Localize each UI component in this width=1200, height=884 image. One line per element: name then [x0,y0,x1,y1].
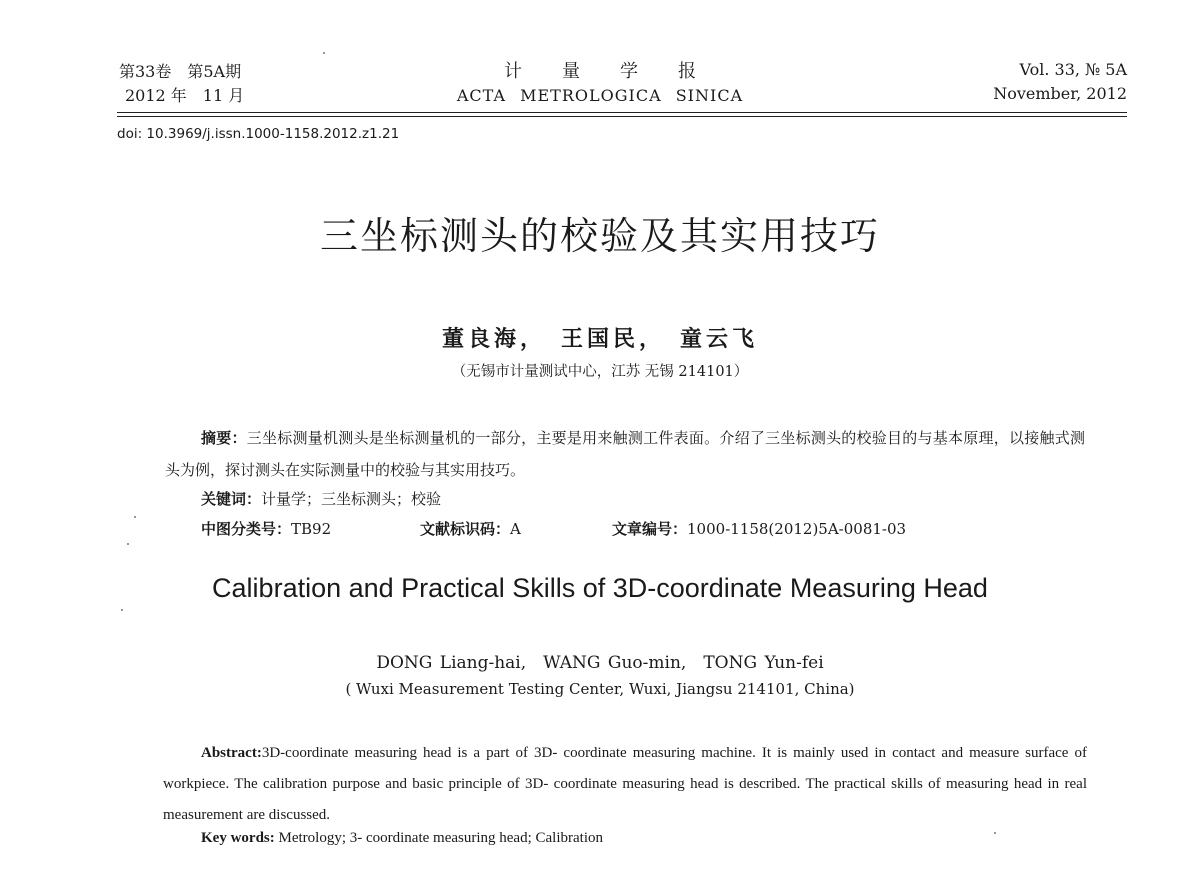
title-cn: 三坐标测头的校验及其实用技巧 [319,214,880,258]
keywords-cn [201,488,441,509]
affiliation-en: ( Wuxi Measurement Testing Center, Wuxi, Jiangsu 214101, China) [345,680,855,698]
header-rule-thick [117,112,1127,113]
doi: doi: 10.3969/j.issn.1000-1158.2012.z1.21 [117,126,400,142]
abstract-cn [165,422,1085,486]
clc-code: 中图分类号：TB92 [201,520,332,538]
affiliation-cn: （无锡市计量测试中心，江苏 无锡 214101） [451,364,749,380]
authors-cn: 董良海， 王国民， 童云飞 [441,326,758,352]
title-en: Calibration and Practical Skills of 3D-coordinate Measuring Head [212,573,988,603]
keywords-en-label: Key words: [201,830,275,846]
volume-en: Vol. 33, № 5A [1019,60,1127,79]
date-en: November, 2012 [993,84,1127,103]
scan-speck [134,516,136,518]
date-cn: 2012 年 11 月 [125,86,245,105]
scan-speck [994,832,996,834]
header-rule-thin [117,116,1127,117]
scan-speck [323,52,325,54]
journal-name-en: ACTA METROLOGICA SINICA [456,86,744,105]
scan-speck [127,543,129,545]
keywords-en-text: Metrology; 3- coordinate measuring head; Calibration [278,830,603,846]
journal-name-cn: 计量学报 [504,61,736,82]
keywords-cn-text: 计量学；三坐标测头；校验 [261,490,442,508]
keywords-en [201,830,603,847]
abstract-en-label: Abstract: [201,745,262,761]
abstract-en-text: 3D-coordinate measuring head is a part of 3D- coordinate measuring machine. It is mainly used in contact and measure surface of workpiece. The calibration purpose and basic principle of 3D- coordinate measuring head is described. The practical skills of measuring head in real measurement are discussed. [163,745,1087,823]
document-code: 文献标识码：A [420,520,521,538]
abstract-cn-label: 摘要： [201,429,247,447]
authors-en: DONG Liang-hai, WANG Guo-min, TONG Yun-fei [376,653,824,673]
abstract-en [163,738,1087,831]
keywords-cn-label: 关键词： [201,490,262,508]
header-right [993,58,1127,106]
volume-issue: 第33卷 第5A期 [119,62,242,81]
scan-speck [121,609,123,611]
abstract-cn-text: 三坐标测量机测头是坐标测量机的一部分，主要是用来触测工件表面。介绍了三坐标测头的校验目的与基本原理，以接触式测头为例，探讨测头在实际测量中的校验与其实用技巧。 [165,429,1085,479]
article-number: 文章编号：1000-1158(2012)5A-0081-03 [612,520,907,538]
